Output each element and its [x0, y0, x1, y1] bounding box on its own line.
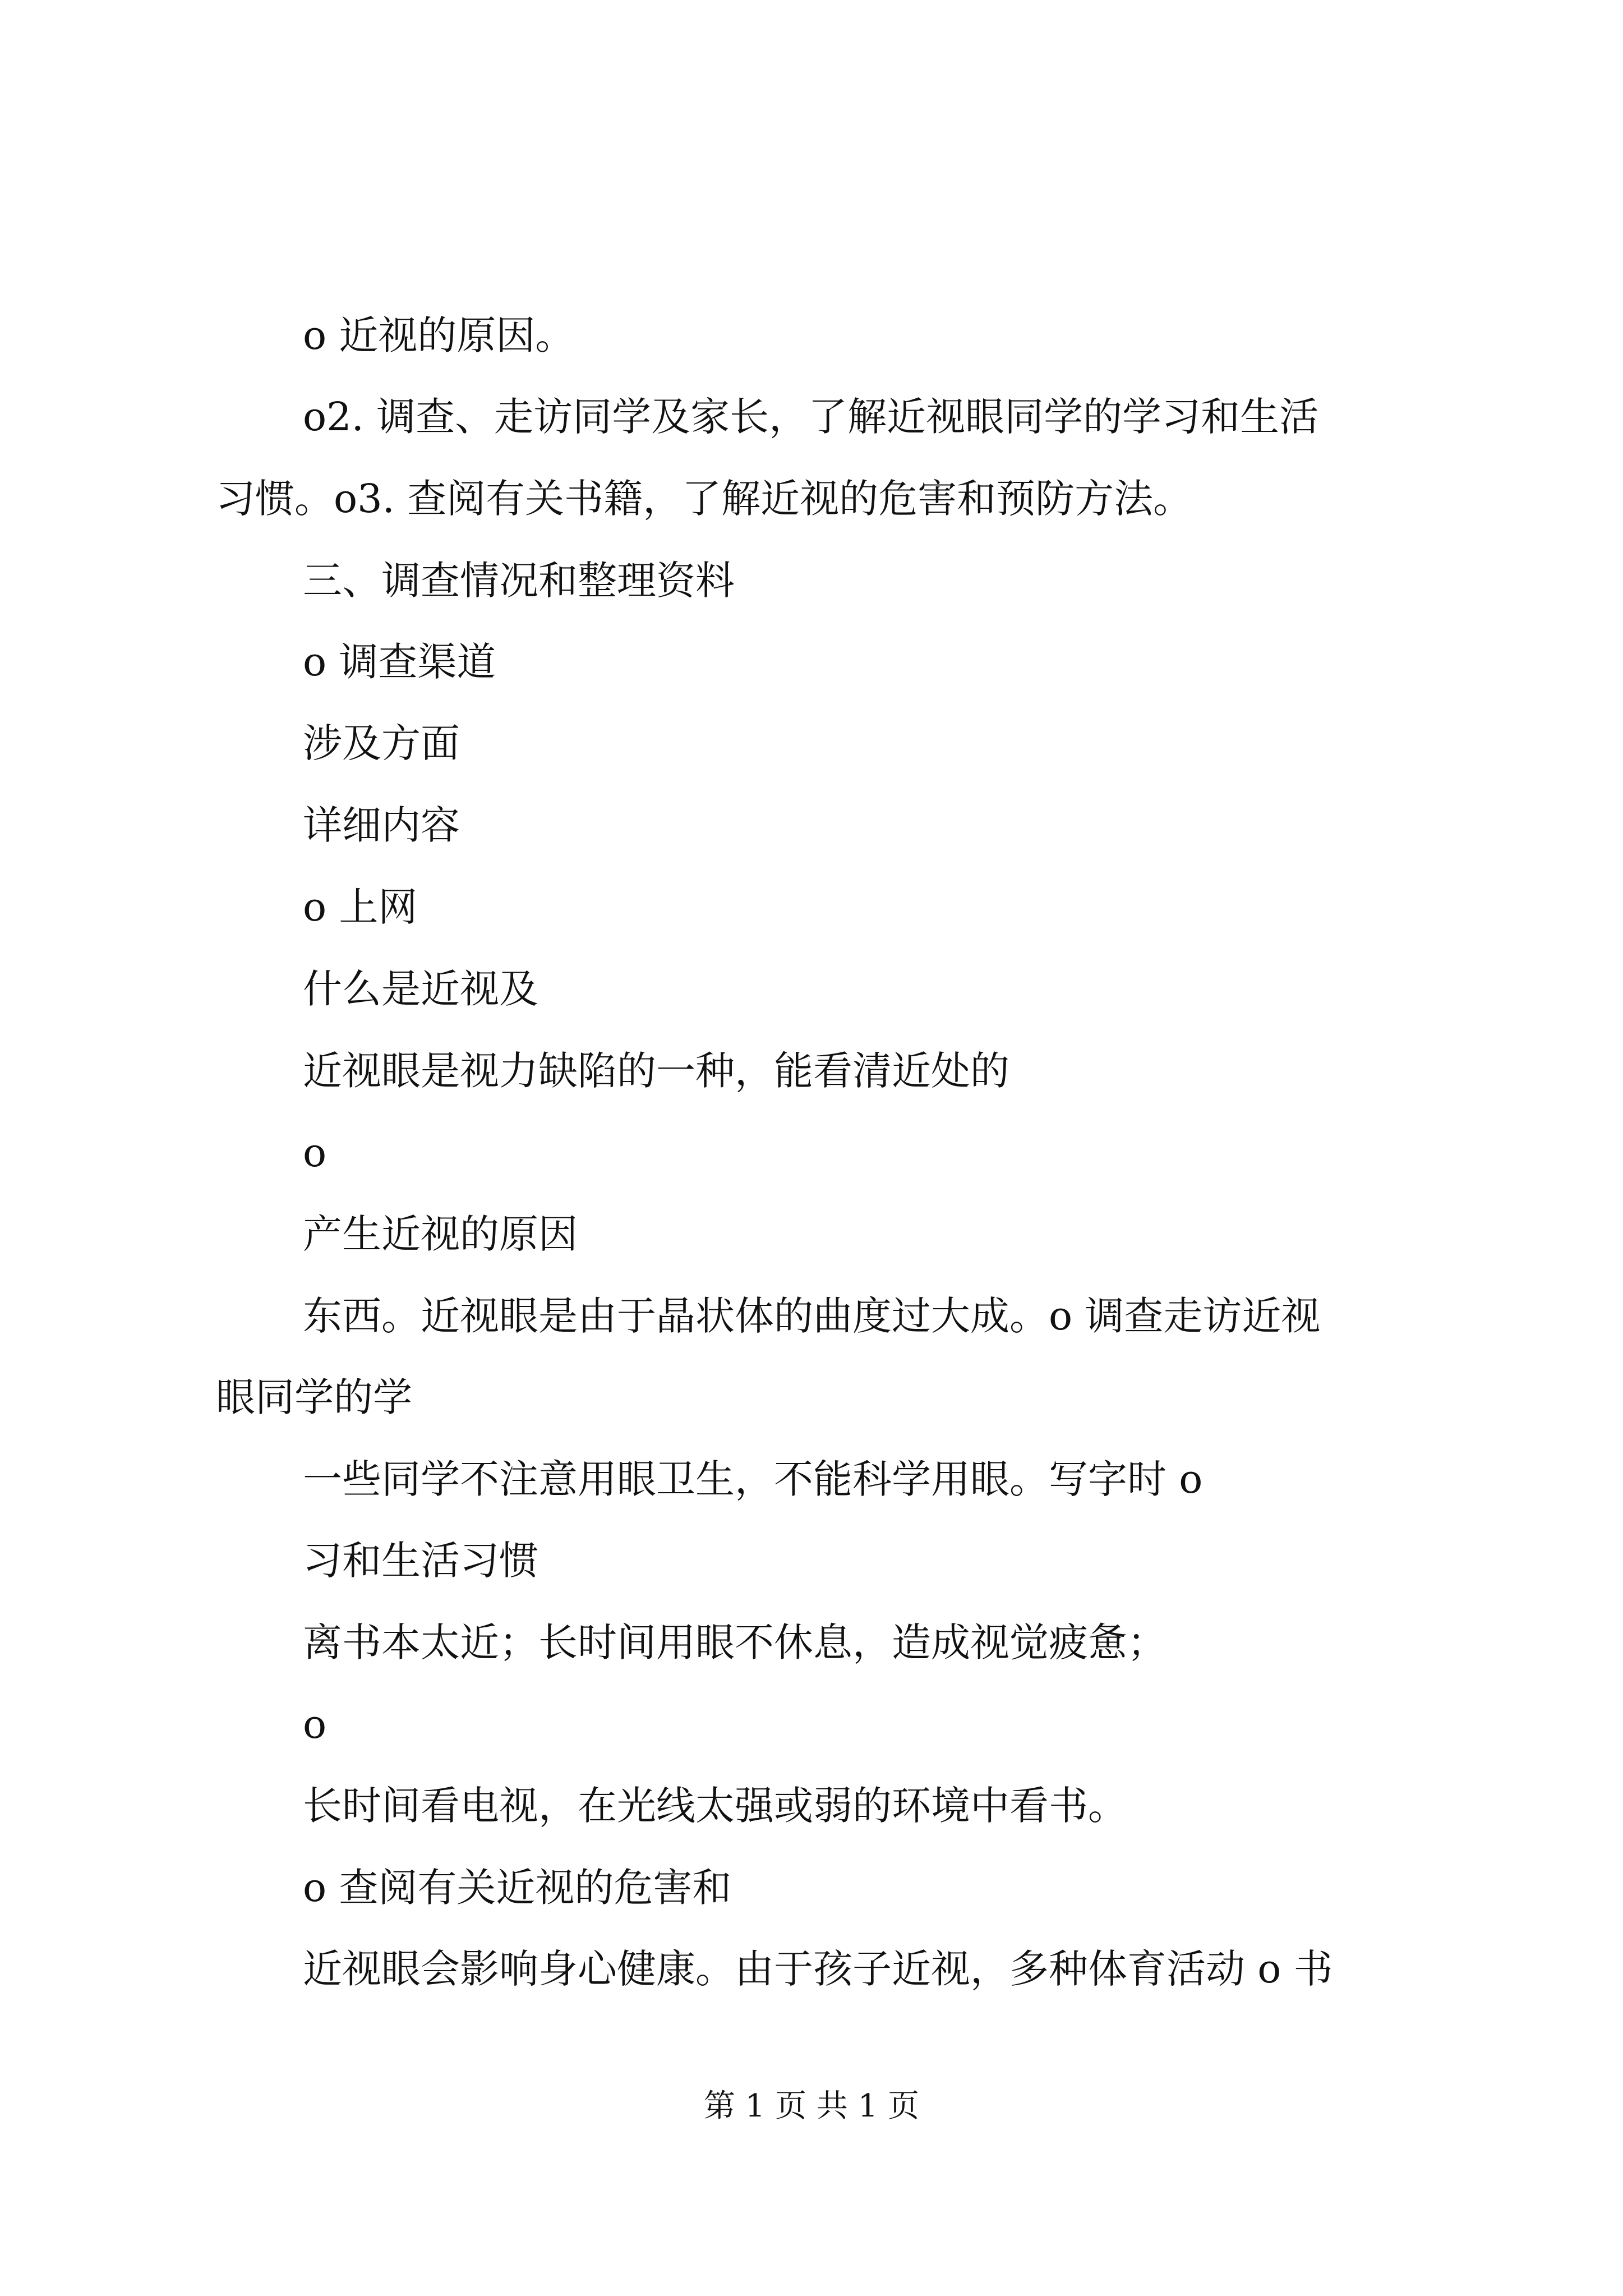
text-line: 涉及方面 — [303, 720, 460, 766]
text-line: 详细内容 — [303, 802, 460, 848]
text-line: 一些同学不注意用眼卫生，不能科学用眼。写字时 o — [303, 1456, 1203, 1502]
text-line: 什么是近视及 — [303, 966, 538, 1012]
section-heading: 三、调查情况和整理资料 — [303, 558, 735, 604]
text-line: 产生近视的原因 — [303, 1211, 578, 1257]
text-line: 东西。近视眼是由于晶状体的曲度过大成。o 调查走访近视 — [303, 1293, 1321, 1339]
text-line: 习和生活习惯 — [303, 1538, 538, 1584]
text-line: 眼同学的学 — [216, 1374, 412, 1420]
text-line: 习惯。o3. 查阅有关书籍，了解近视的危害和预防方法。 — [216, 476, 1193, 522]
text-line: o — [303, 1701, 327, 1747]
text-line: 近视眼是视力缺陷的一种，能看清近处的 — [303, 1048, 1009, 1094]
text-line: o2. 调查、走访同学及家长，了解近视眼同学的学习和生活 — [303, 394, 1319, 440]
text-line: 近视眼会影响身心健康。由于孩子近视，多种体育活动 o 书 — [303, 1946, 1333, 1992]
text-line: o 近视的原因。 — [303, 312, 575, 358]
text-line: o — [303, 1130, 327, 1176]
text-line: o 上网 — [303, 884, 418, 930]
text-line: o 调查渠道 — [303, 639, 496, 685]
text-line: 长时间看电视，在光线太强或弱的环境中看书。 — [303, 1783, 1127, 1829]
text-line: o 查阅有关近视的危害和 — [303, 1865, 732, 1911]
text-line: 离书本太近；长时间用眼不休息，造成视觉疲惫； — [303, 1619, 1166, 1665]
page-footer: 第 1 页 共 1 页 — [703, 2088, 920, 2124]
